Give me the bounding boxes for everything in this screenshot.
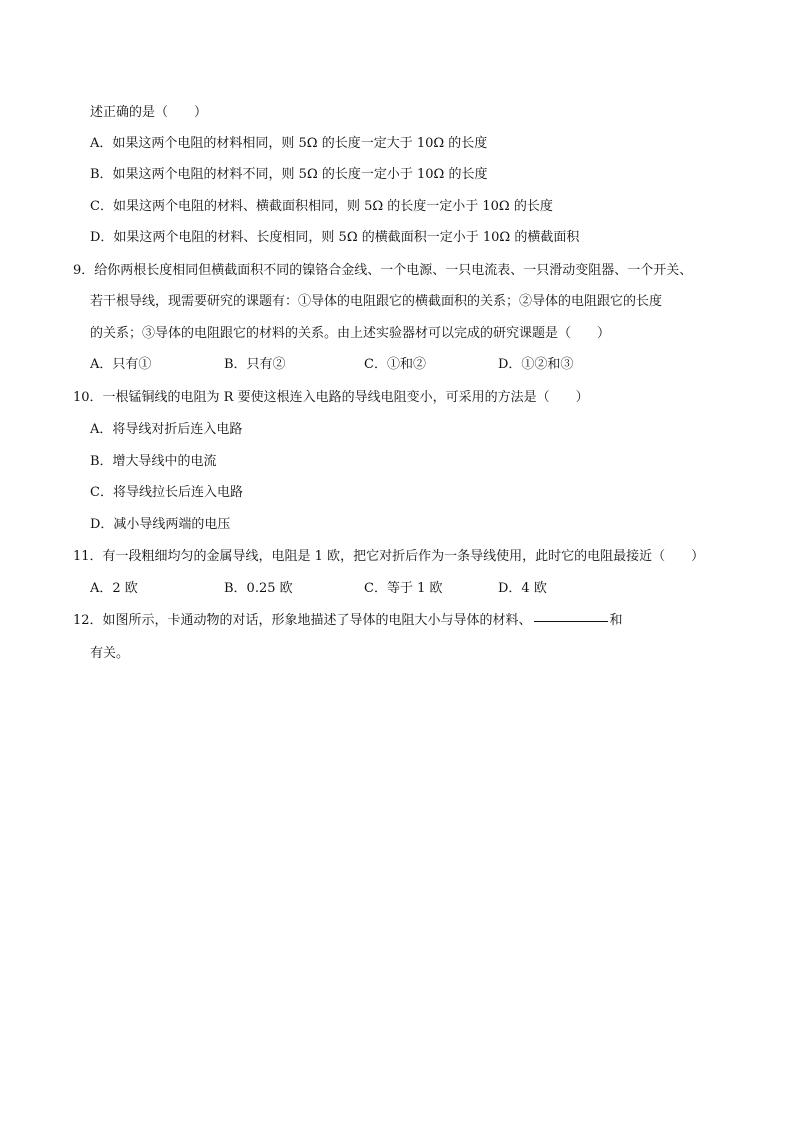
q9-option-a: A．只有① — [90, 357, 152, 372]
q10-option-d: D．减小导线两端的电压 — [90, 517, 231, 532]
q10-stem: 10．一根锰铜线的电阻为 R 要使这根连入电路的导线电阻变小，可采用的方法是（ ） — [73, 390, 589, 405]
q8-option-a: A．如果这两个电阻的材料相同，则 5Ω 的长度一定大于 10Ω 的长度 — [90, 136, 488, 151]
q12-stem-line-2: 有关。 — [90, 646, 130, 661]
q10-option-b: B．增大导线中的电流 — [90, 454, 217, 469]
q8-option-d: D．如果这两个电阻的材料、长度相同，则 5Ω 的横截面积一定小于 10Ω 的横截面积 — [90, 230, 580, 245]
q9-stem-line-2: 若干根导线，现需要研究的课题有：①导体的电阻跟它的横截面积的关系；②导体的电阻跟它的长度 — [90, 294, 663, 309]
q11-option-d: D．4 欧 — [498, 581, 547, 596]
q11-option-c: C．等于 1 欧 — [364, 581, 443, 596]
q12-stem-after: 和 — [609, 613, 623, 628]
q10-option-c: C．将导线拉长后连入电路 — [90, 485, 243, 500]
q9-stem-line-1: 9．给你两根长度相同但横截面积不同的镍铬合金线、一个电源、一只电流表、一只滑动变阻器、一个开关、 — [73, 263, 693, 278]
q8-option-b: B．如果这两个电阻的材料不同，则 5Ω 的长度一定小于 10Ω 的长度 — [90, 167, 488, 182]
q11-option-a: A．2 欧 — [90, 581, 138, 596]
q8-option-c: C．如果这两个电阻的材料、横截面积相同，则 5Ω 的长度一定小于 10Ω 的长度 — [90, 199, 553, 214]
q9-option-c: C．①和② — [364, 357, 426, 372]
q9-stem-line-3: 的关系；③导体的电阻跟它的材料的关系。由上述实验器材可以完成的研究课题是（ ） — [90, 326, 611, 341]
q12-stem — [73, 612, 623, 630]
q11-option-b: B．0.25 欧 — [224, 581, 293, 596]
q10-option-a: A．将导线对折后连入电路 — [90, 422, 243, 437]
q12-stem-before: 12．如图所示，卡通动物的对话，形象地描述了导体的电阻大小与导体的材料、 — [73, 613, 532, 628]
q9-option-b: B．只有② — [224, 357, 286, 372]
q9-option-d: D．①②和③ — [498, 357, 574, 372]
q11-stem: 11．有一段粗细均匀的金属导线，电阻是 1 欧，把它对折后作为一条导线使用，此时它的电阻最接近（ ） — [73, 549, 705, 564]
answer-blank — [534, 620, 608, 622]
q8-stem-tail: 述正确的是（ ） — [90, 105, 208, 120]
